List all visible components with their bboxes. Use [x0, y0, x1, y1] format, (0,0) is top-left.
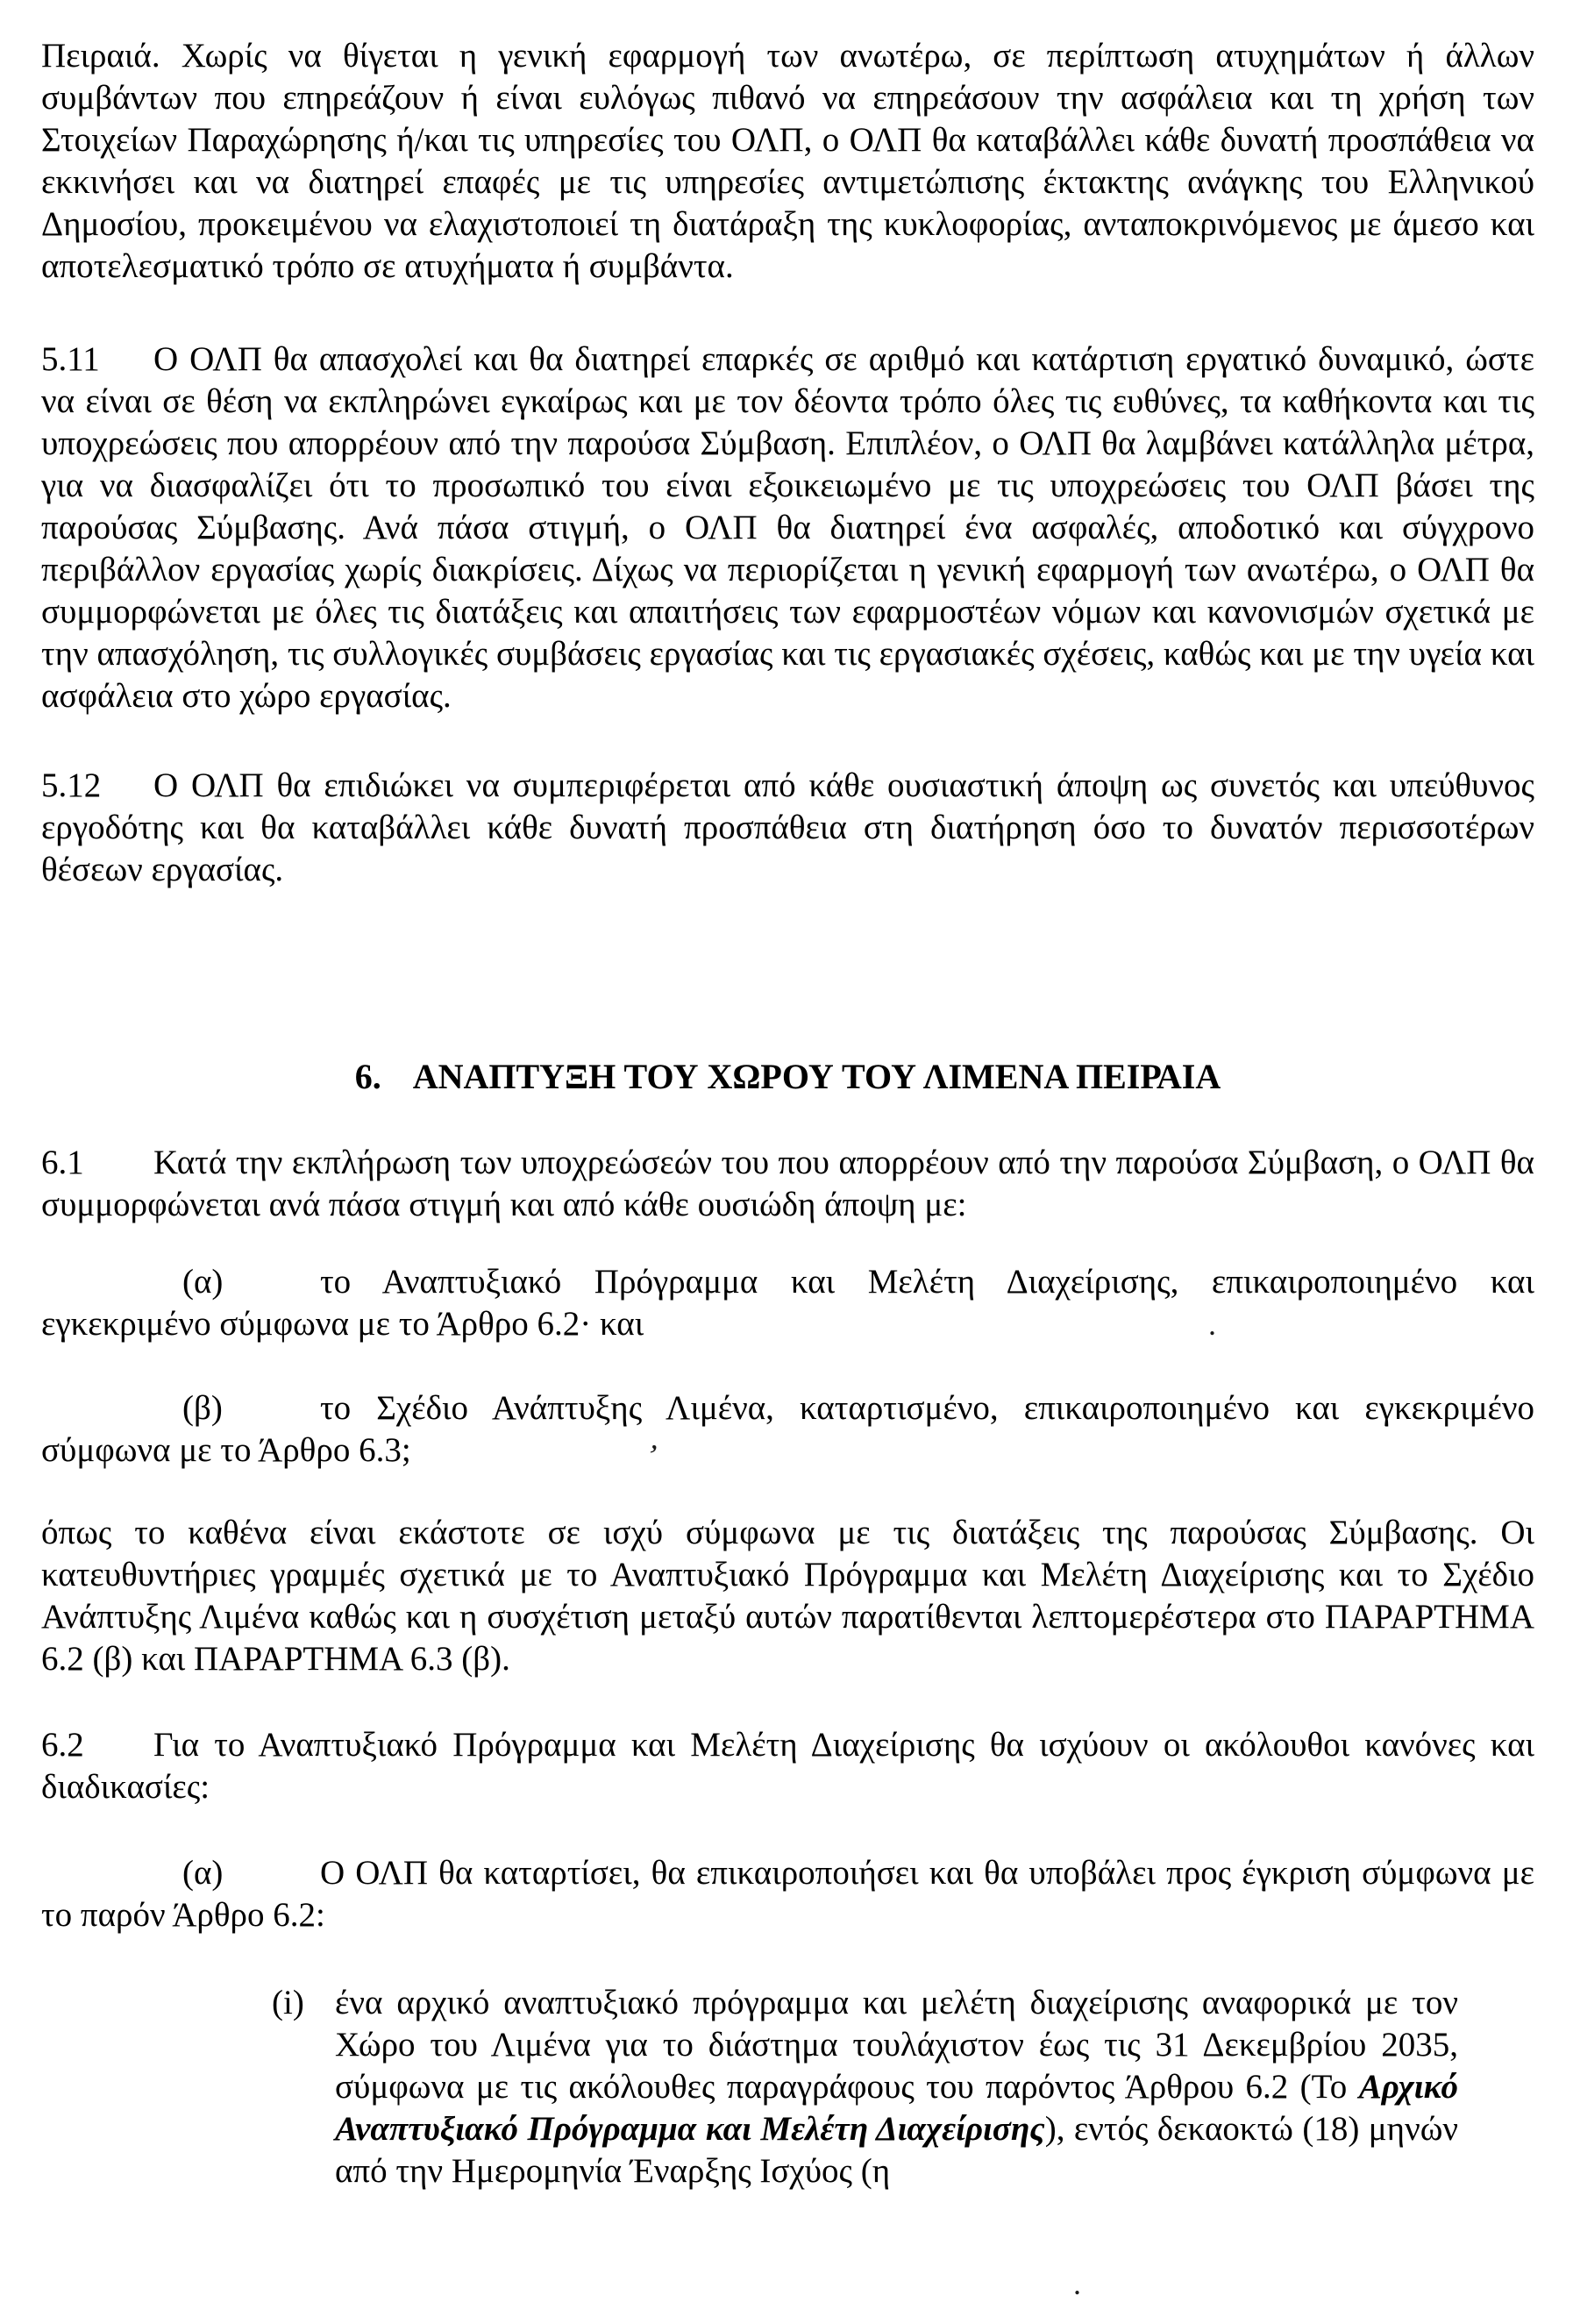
list-item-6-1-beta-label: (β) — [182, 1389, 223, 1427]
section-6-heading-number: 6. — [354, 1057, 381, 1096]
paragraph-validity: όπως το καθένα είναι εκάστοτε σε ισχύ σύμφωνα με τις διατάξεις της παρούσας Σύμβασης. Οι κατευθυντήριες γραμμές σχετικά με το Αναπτυξιακό Πρόγραμμα και Μελέτη Διαχείρισης και το Σχέδιο Ανάπτυξης Λιμένα καθώς και η συσχέτιση μεταξύ αυτών παρατίθενται λεπτομερέστερα στο ΠΑΡΑΡΤΗΜΑ 6.2 (β) και ΠΑΡΑΡΤΗΜΑ 6.3 (β). — [41, 1514, 1534, 1678]
section-5-11 — [41, 339, 1534, 717]
list-item-6-2-alpha-i-text-before: ένα αρχικό αναπτυξιακό πρόγραμμα και μελέτη διαχείρισης αναφορικά με τον Χώρο του Λιμένα για το διάστημα τουλάχιστον έως τις 31 Δεκεμβρίου 2035, σύμφωνα με τις ακόλουθες παραγράφους του παρόντος Άρθρου 6.2 (Το — [335, 1984, 1458, 2106]
section-6-1 — [41, 1142, 1534, 1226]
section-5-12-number: 5.12 — [41, 766, 102, 804]
section-5-11-text: Ο ΟΛΠ θα απασχολεί και θα διατηρεί επαρκές σε αριθμό και κατάρτιση εργατικό δυναμικό, ώστε να είναι σε θέση να εκπληρώνει εγκαίρως και με τον δέοντα τρόπο όλες τις ευθύνες, τα καθήκοντα και τις υποχρεώσεις που απορρέουν από την παρούσα Σύμβαση. Επιπλέον, ο ΟΛΠ θα λαμβάνει κατάλληλα μέτρα, για να διασφαλίζει ότι το προσωπικό του είναι εξοικειωμένο με τις υποχρεώσεις του ΟΛΠ βάσει της παρούσας Σύμβασης. Ανά πάσα στιγμή, ο ΟΛΠ θα διατηρεί ένα ασφαλές, αποδοτικό και σύγχρονο περιβάλλον εργασίας χωρίς διακρίσεις. Δίχως να περιορίζεται η γενική εφαρμογή των ανωτέρω, ο ΟΛΠ θα συμμορφώνεται με όλες τις διατάξεις και απαιτήσεις των εφαρμοστέων νόμων και κανονισμών σχετικά με την απασχόληση, τις συλλογικές συμβάσεις εργασίας και τις εργασιακές σχέσεις, καθώς και με την υγεία και ασφάλεια στο χώρο εργασίας. — [41, 340, 1534, 715]
scan-artifact-dot: . — [1208, 1307, 1216, 1342]
list-item-6-1-alpha-label: (α) — [182, 1263, 224, 1301]
list-item-6-2-alpha-label: (α) — [182, 1854, 224, 1892]
list-item-6-1-beta-text: το Σχέδιο Ανάπτυξης Λιμένα, καταρτισμένο, επικαιροποιημένο και εγκεκριμένο σύμφωνα με το Άρθρο 6.3; — [41, 1389, 1534, 1469]
scan-artifact-dot: . — [1073, 2266, 1081, 2301]
list-item-6-2-alpha — [41, 1852, 1534, 1936]
section-6-1-text: Κατά την εκπλήρωση των υποχρεώσεών του που απορρέουν από την παρούσα Σύμβαση, ο ΟΛΠ θα συμμορφώνεται ανά πάσα στιγμή και από κάθε ουσιώδη άποψη με: — [41, 1144, 1534, 1223]
section-5-11-number: 5.11 — [41, 340, 100, 378]
list-item-6-1-beta — [41, 1387, 1534, 1472]
section-5-12 — [41, 765, 1534, 891]
list-item-6-2-alpha-i-text-after: ), εντός δεκαοκτώ (18) μηνών από την Ημερομηνία Έναρξης Ισχύος (η — [335, 2110, 1459, 2190]
list-item-6-2-alpha-i-label: (i) — [272, 1984, 304, 2021]
section-6-heading-title: ΑΝΑΠΤΥΞΗ ΤΟΥ ΧΩΡΟΥ ΤΟΥ ΛΙΜΕΝΑ ΠΕΙΡΑΙΑ — [412, 1057, 1221, 1096]
section-6-2-number: 6.2 — [41, 1726, 84, 1764]
defined-term-initial-development-programme: Αρχικό Αναπτυξιακό Πρόγραμμα και Μελέτη Διαχείρισης — [335, 2068, 1458, 2148]
section-6-2-text: Για το Αναπτυξιακό Πρόγραμμα και Μελέτη Διαχείρισης θα ισχύουν οι ακόλουθοι κανόνες και διαδικασίες: — [41, 1726, 1534, 1806]
paragraph-continuation: Πειραιά. Χωρίς να θίγεται η γενική εφαρμογή των ανωτέρω, σε περίπτωση ατυχημάτων ή άλλων συμβάντων που επηρεάζουν ή είναι ευλόγως πιθανό να επηρεάσουν την ασφάλεια και τη χρήση των Στοιχείων Παραχώρησης ή/και τις υπηρεσίες του ΟΛΠ, ο ΟΛΠ θα καταβάλλει κάθε δυνατή προσπάθεια να εκκινήσει και να διατηρεί επαφές με τις υπηρεσίες αντιμετώπισης έκτακτης ανάγκης του Ελληνικού Δημοσίου, προκειμένου να ελαχιστοποιεί τη διατάραξη της κυκλοφορίας, ανταποκρινόμενος με άμεσο και αποτελεσματικό τρόπο σε ατυχήματα ή συμβάντα. — [41, 37, 1534, 285]
list-item-6-2-alpha-text: Ο ΟΛΠ θα καταρτίσει, θα επικαιροποιήσει και θα υποβάλει προς έγκριση σύμφωνα με το παρόν Άρθρο 6.2: — [41, 1854, 1534, 1934]
list-item-6-2-alpha-i — [272, 1982, 1458, 2192]
section-6-2 — [41, 1724, 1534, 1808]
section-6-1-number: 6.1 — [41, 1144, 84, 1181]
section-6-heading — [41, 1056, 1534, 1098]
list-item-6-1-alpha-text: το Αναπτυξιακό Πρόγραμμα και Μελέτη Διαχείρισης, επικαιροποιημένο και εγκεκριμένο σύμφωνα με το Άρθρο 6.2· και — [41, 1263, 1534, 1343]
section-5-12-text: Ο ΟΛΠ θα επιδιώκει να συμπεριφέρεται από κάθε ουσιαστική άποψη ως συνετός και υπεύθυνος εργοδότης και θα καταβάλλει κάθε δυνατή προσπάθεια στη διατήρηση όσο το δυνατόν περισσοτέρων θέσεων εργασίας. — [41, 766, 1534, 888]
scan-artifact-comma: , — [648, 1420, 665, 1457]
list-item-6-1-alpha — [41, 1261, 1534, 1345]
